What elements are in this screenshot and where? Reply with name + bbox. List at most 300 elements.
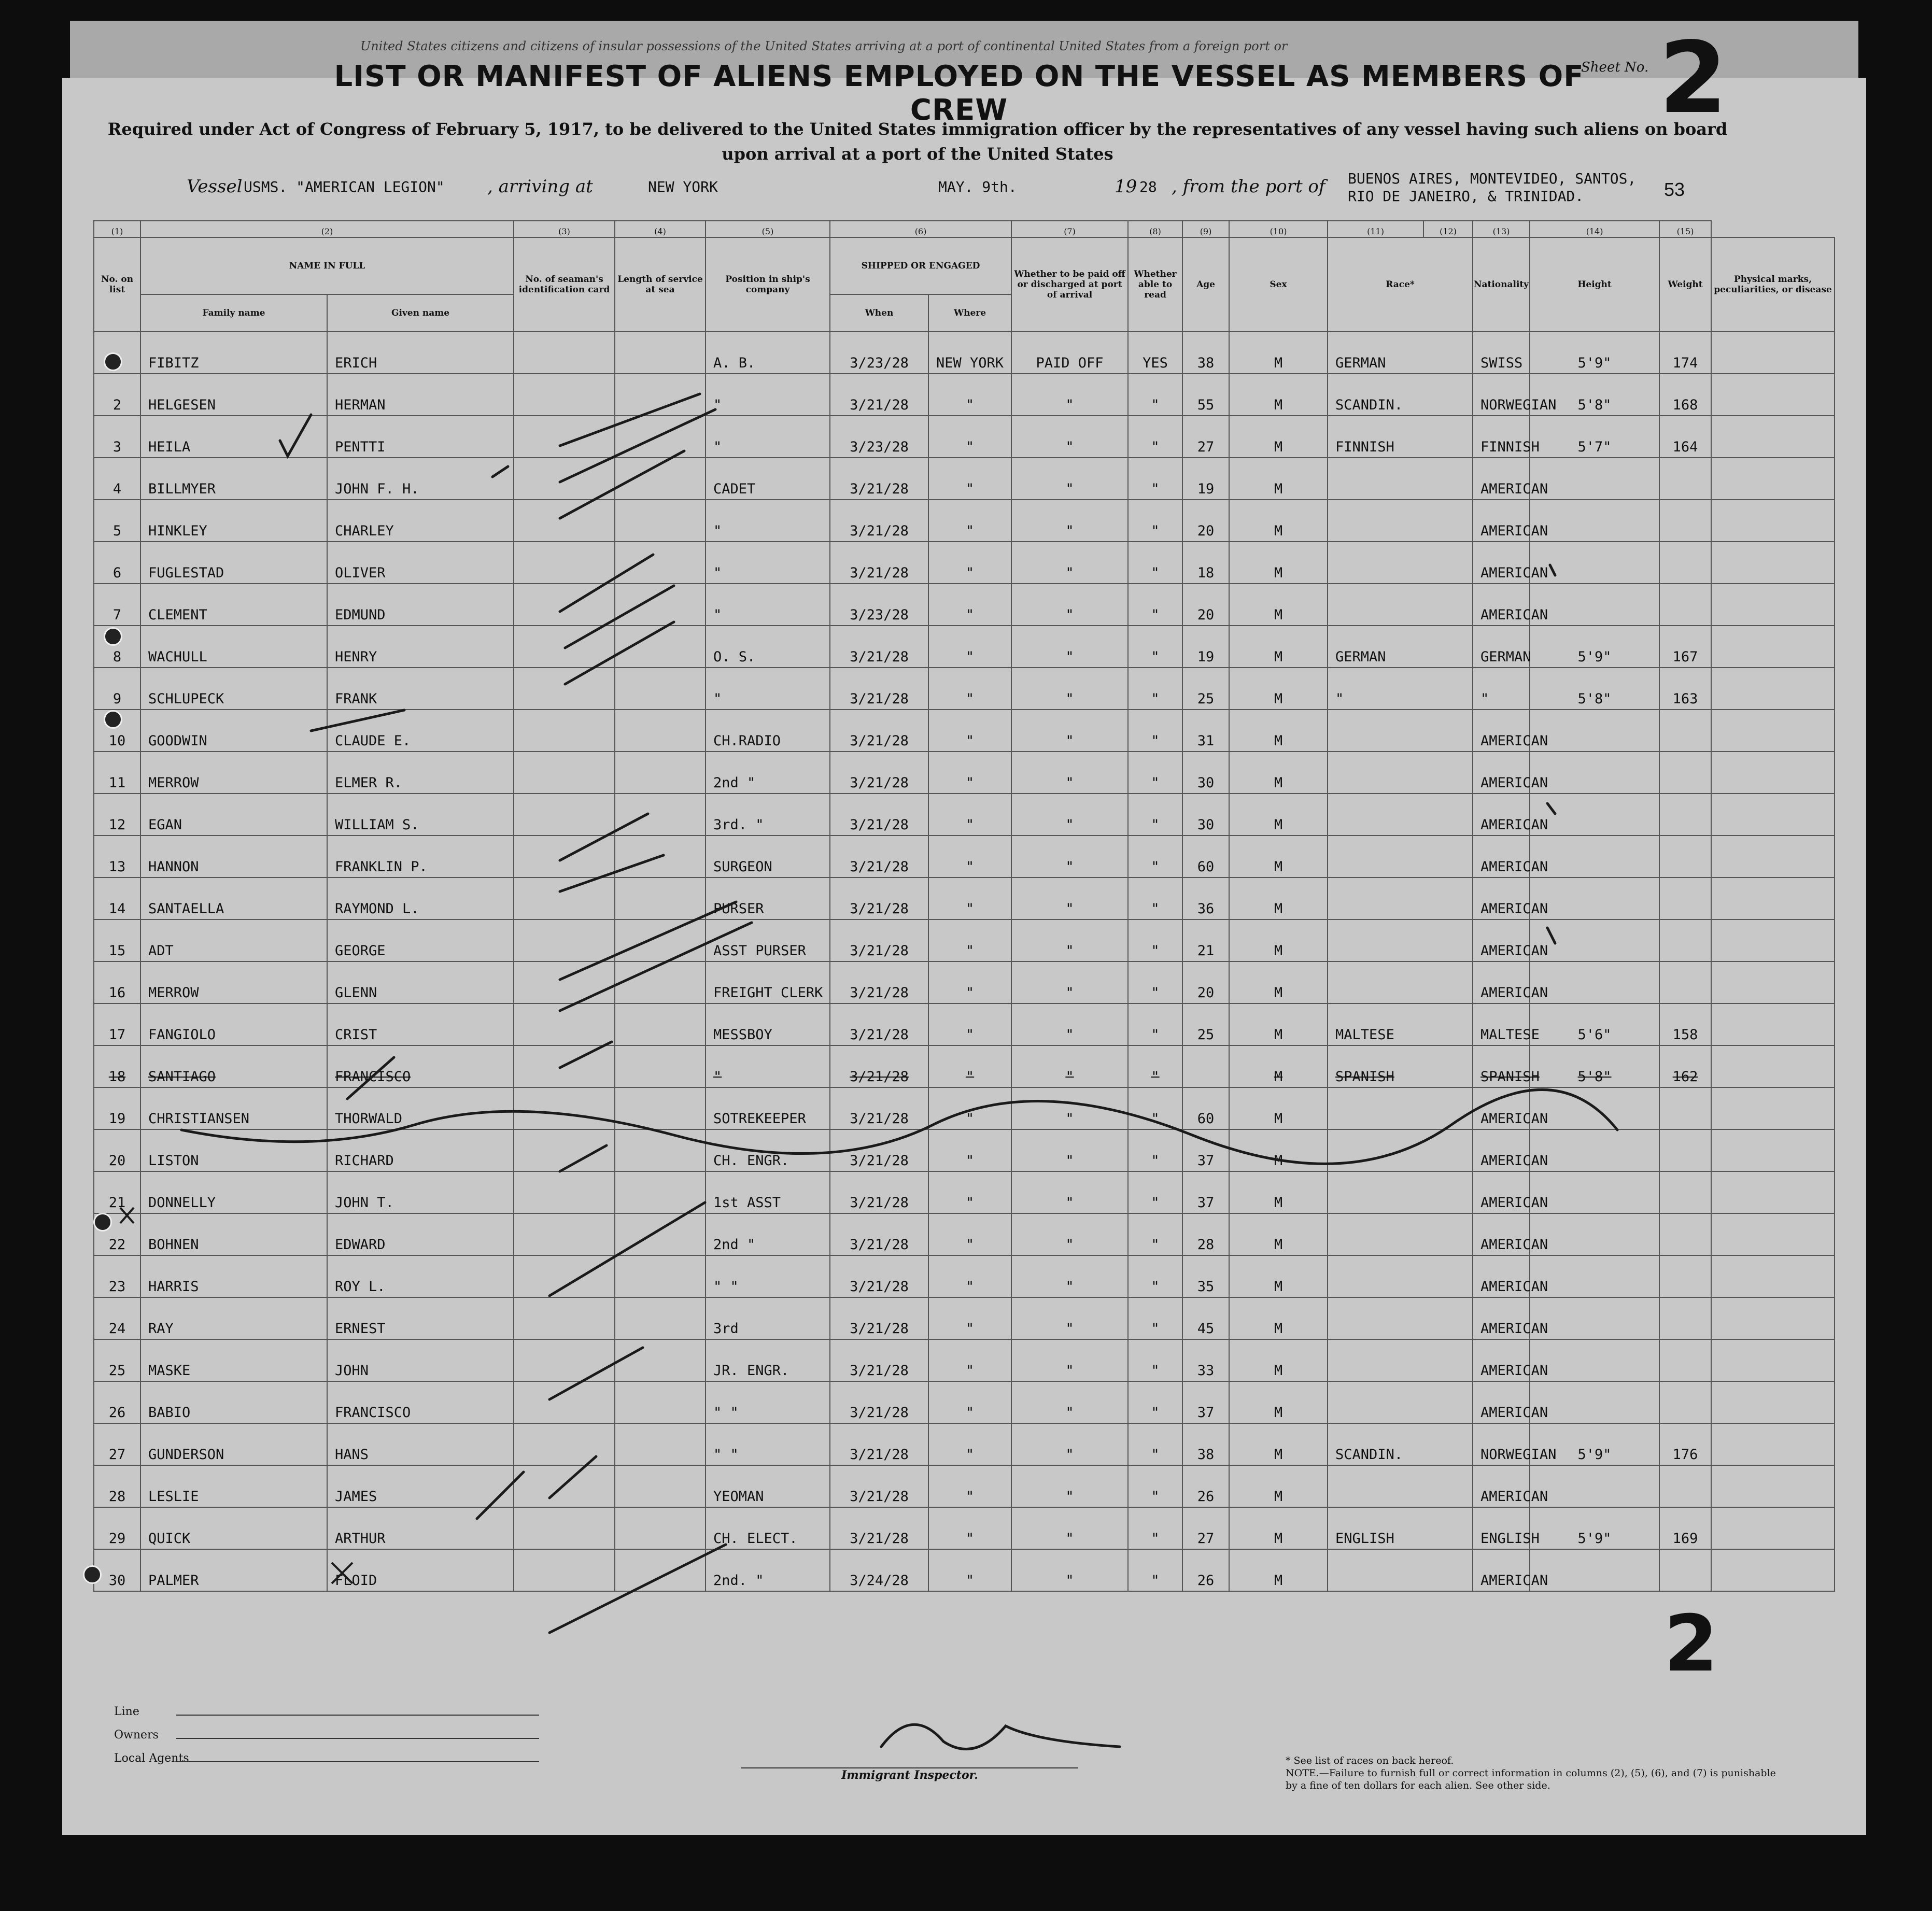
cell-nationality: SWISS: [1473, 332, 1530, 374]
header-paid-off: Whether to be paid off or discharged at port of arrival: [1011, 237, 1128, 332]
cell-shipped-where: ": [928, 1129, 1011, 1171]
cell-shipped-when: 3/21/28: [830, 1339, 928, 1381]
cell-position: ": [706, 416, 830, 458]
cell-position: ": [706, 500, 830, 542]
cell-nationality: AMERICAN: [1473, 1087, 1530, 1129]
cell-position: CH.RADIO: [706, 710, 830, 752]
col-num-15: (15): [1659, 221, 1711, 237]
header-physical-marks: Physical marks, peculiarities, or disease: [1711, 237, 1835, 332]
cell-given-name: EDWARD: [327, 1213, 514, 1255]
cell-length-service: [615, 458, 706, 500]
cell-height: [1530, 500, 1659, 542]
cell-nationality: AMERICAN: [1473, 1339, 1530, 1381]
cell-family-name: EGAN: [140, 794, 327, 836]
cell-height: [1530, 1339, 1659, 1381]
race-note: * See list of races on back hereof.: [1286, 1755, 1454, 1766]
cell-nationality: AMERICAN: [1473, 1381, 1530, 1423]
table-row: [94, 1381, 1835, 1423]
cell-row-number: 16: [94, 961, 140, 1003]
cell-able-to-read: ": [1128, 961, 1182, 1003]
cell-race: [1328, 752, 1473, 794]
cell-able-to-read: ": [1128, 668, 1182, 710]
cell-length-service: [615, 1045, 706, 1087]
cell-position: O. S.: [706, 626, 830, 668]
cell-length-service: [615, 1423, 706, 1465]
cell-row-number: 22: [94, 1213, 140, 1255]
cell-id-card: [514, 668, 615, 710]
cell-shipped-when: 3/21/28: [830, 1129, 928, 1171]
cell-sex: M: [1229, 584, 1328, 626]
table-row: [94, 626, 1835, 668]
cell-physical-marks: [1711, 542, 1835, 584]
header-length-service: Length of service at sea: [615, 237, 706, 332]
cell-shipped-where: ": [928, 374, 1011, 416]
cell-family-name: HEILA: [140, 416, 327, 458]
cell-race: MALTESE: [1328, 1003, 1473, 1045]
cell-row-number: 4: [94, 458, 140, 500]
from-ports-line-1: BUENOS AIRES, MONTEVIDEO, SANTOS,: [1348, 170, 1637, 187]
cell-position: ": [706, 374, 830, 416]
table-row: [94, 668, 1835, 710]
header-family-name: Family name: [140, 294, 327, 332]
cell-race: [1328, 1465, 1473, 1507]
cell-weight: [1659, 1255, 1711, 1297]
cell-id-card: [514, 1297, 615, 1339]
cell-length-service: [615, 500, 706, 542]
cell-nationality: NORWEGIAN: [1473, 1423, 1530, 1465]
punch-hole: [83, 1565, 102, 1584]
arrival-date: MAY. 9th.: [938, 178, 1017, 195]
cell-weight: [1659, 919, 1711, 961]
header-age: Age: [1182, 237, 1229, 332]
cell-length-service: [615, 1381, 706, 1423]
col-num-10: (10): [1229, 221, 1328, 237]
cell-shipped-when: 3/21/28: [830, 1381, 928, 1423]
cell-length-service: [615, 1087, 706, 1129]
cell-paid-off: ": [1011, 919, 1128, 961]
from-ports-line-2: RIO DE JANEIRO, & TRINIDAD.: [1348, 188, 1584, 205]
cell-nationality: FINNISH: [1473, 416, 1530, 458]
crew-rows: [94, 332, 1835, 1591]
cell-length-service: [615, 1507, 706, 1549]
cell-nationality: MALTESE: [1473, 1003, 1530, 1045]
cell-shipped-where: ": [928, 1297, 1011, 1339]
cell-position: ": [706, 1045, 830, 1087]
cell-given-name: ERICH: [327, 332, 514, 374]
cell-length-service: [615, 332, 706, 374]
cell-weight: [1659, 1213, 1711, 1255]
cell-age: [1182, 1045, 1229, 1087]
cell-length-service: [615, 1339, 706, 1381]
cell-physical-marks: [1711, 332, 1835, 374]
cell-weight: [1659, 1465, 1711, 1507]
cell-shipped-when: 3/21/28: [830, 794, 928, 836]
cell-shipped-where: ": [928, 458, 1011, 500]
cell-race: GERMAN: [1328, 626, 1473, 668]
header-nationality: Nationality: [1473, 237, 1530, 332]
cell-age: 45: [1182, 1297, 1229, 1339]
cell-position: ASST PURSER: [706, 919, 830, 961]
cell-paid-off: ": [1011, 584, 1128, 626]
cell-shipped-where: ": [928, 1507, 1011, 1549]
cell-race: ": [1328, 668, 1473, 710]
cell-age: 35: [1182, 1255, 1229, 1297]
cell-physical-marks: [1711, 1087, 1835, 1129]
cell-height: [1530, 710, 1659, 752]
cell-height: 5'9": [1530, 1423, 1659, 1465]
cell-race: SCANDIN.: [1328, 1423, 1473, 1465]
cell-physical-marks: [1711, 1549, 1835, 1591]
cell-weight: 163: [1659, 668, 1711, 710]
cell-shipped-where: ": [928, 1339, 1011, 1381]
table-row: [94, 1507, 1835, 1549]
cell-sex: M: [1229, 836, 1328, 877]
cell-sex: M: [1229, 1423, 1328, 1465]
cell-shipped-when: 3/21/28: [830, 668, 928, 710]
cell-position: JR. ENGR.: [706, 1339, 830, 1381]
cell-race: FINNISH: [1328, 416, 1473, 458]
col-num-6: (6): [830, 221, 1011, 237]
cell-weight: 158: [1659, 1003, 1711, 1045]
cell-family-name: GOODWIN: [140, 710, 327, 752]
cell-given-name: OLIVER: [327, 542, 514, 584]
cell-id-card: [514, 1255, 615, 1297]
cell-able-to-read: ": [1128, 752, 1182, 794]
cell-height: 5'6": [1530, 1003, 1659, 1045]
cell-paid-off: ": [1011, 1297, 1128, 1339]
table-row: [94, 919, 1835, 961]
cell-id-card: [514, 458, 615, 500]
cell-race: [1328, 1171, 1473, 1213]
cell-physical-marks: [1711, 1255, 1835, 1297]
table-row: [94, 416, 1835, 458]
cell-race: [1328, 1129, 1473, 1171]
cell-height: [1530, 1213, 1659, 1255]
table-row: [94, 1087, 1835, 1129]
cell-position: 3rd: [706, 1297, 830, 1339]
header-able-read: Whether able to read: [1128, 237, 1182, 332]
cell-age: 27: [1182, 1507, 1229, 1549]
cell-sex: M: [1229, 1549, 1328, 1591]
cell-length-service: [615, 1549, 706, 1591]
table-row: [94, 1213, 1835, 1255]
cell-given-name: RICHARD: [327, 1129, 514, 1171]
cell-nationality: AMERICAN: [1473, 1213, 1530, 1255]
crew-manifest-table: [93, 220, 1835, 1592]
cell-id-card: [514, 1465, 615, 1507]
cell-shipped-where: ": [928, 500, 1011, 542]
cell-length-service: [615, 374, 706, 416]
cell-weight: [1659, 877, 1711, 919]
cell-row-number: 17: [94, 1003, 140, 1045]
from-port-label: , from the port of: [1172, 176, 1325, 197]
cell-length-service: [615, 1003, 706, 1045]
cell-race: [1328, 1213, 1473, 1255]
cell-shipped-when: 3/21/28: [830, 374, 928, 416]
table-row: [94, 1045, 1835, 1087]
header-height: Height: [1530, 237, 1659, 332]
cell-race: [1328, 1381, 1473, 1423]
cell-height: [1530, 1255, 1659, 1297]
cell-sex: M: [1229, 752, 1328, 794]
cell-shipped-when: 3/24/28: [830, 1549, 928, 1591]
cell-nationality: AMERICAN: [1473, 961, 1530, 1003]
cell-shipped-where: ": [928, 626, 1011, 668]
cell-age: 31: [1182, 710, 1229, 752]
cell-family-name: HELGESEN: [140, 374, 327, 416]
cell-family-name: MASKE: [140, 1339, 327, 1381]
cell-position: 2nd ": [706, 1213, 830, 1255]
cell-row-number: 9: [94, 668, 140, 710]
cell-height: [1530, 961, 1659, 1003]
cell-id-card: [514, 877, 615, 919]
cell-id-card: [514, 626, 615, 668]
cell-row-number: 5: [94, 500, 140, 542]
cell-family-name: HANNON: [140, 836, 327, 877]
cell-able-to-read: YES: [1128, 332, 1182, 374]
cell-shipped-when: 3/21/28: [830, 1255, 928, 1297]
cell-nationality: AMERICAN: [1473, 1255, 1530, 1297]
cell-able-to-read: ": [1128, 1465, 1182, 1507]
cell-sex: M: [1229, 416, 1328, 458]
cell-given-name: WILLIAM S.: [327, 794, 514, 836]
header-race: Race*: [1328, 237, 1473, 332]
penalty-note: NOTE.—Failure to furnish full or correct information in columns (2), (5), (6), and (7) is punishable by a fine of ten dollars for each alien. See other side.: [1286, 1767, 1776, 1791]
cell-weight: 168: [1659, 374, 1711, 416]
cell-physical-marks: [1711, 1171, 1835, 1213]
cell-given-name: JOHN T.: [327, 1171, 514, 1213]
punch-hole: [104, 352, 122, 371]
table-row: [94, 458, 1835, 500]
cell-row-number: 7: [94, 584, 140, 626]
cell-paid-off: ": [1011, 961, 1128, 1003]
cell-sex: M: [1229, 794, 1328, 836]
col-num-13: (13): [1473, 221, 1530, 237]
cell-physical-marks: [1711, 416, 1835, 458]
cell-race: [1328, 877, 1473, 919]
cell-length-service: [615, 1297, 706, 1339]
cell-given-name: FRANKLIN P.: [327, 836, 514, 877]
cell-physical-marks: [1711, 1465, 1835, 1507]
table-row: [94, 542, 1835, 584]
cell-weight: [1659, 458, 1711, 500]
cell-race: [1328, 584, 1473, 626]
cell-length-service: [615, 710, 706, 752]
cell-shipped-when: 3/21/28: [830, 752, 928, 794]
cell-id-card: [514, 1087, 615, 1129]
cell-nationality: ENGLISH: [1473, 1507, 1530, 1549]
col-num-12: (12): [1423, 221, 1473, 237]
cell-family-name: SANTIAGO: [140, 1045, 327, 1087]
cell-weight: 167: [1659, 626, 1711, 668]
cell-length-service: [615, 584, 706, 626]
cell-paid-off: ": [1011, 1465, 1128, 1507]
cell-weight: [1659, 542, 1711, 584]
cell-able-to-read: ": [1128, 542, 1182, 584]
cell-age: 20: [1182, 584, 1229, 626]
cell-paid-off: ": [1011, 416, 1128, 458]
cell-paid-off: ": [1011, 752, 1128, 794]
cell-id-card: [514, 1549, 615, 1591]
cell-physical-marks: [1711, 794, 1835, 836]
cell-age: 60: [1182, 836, 1229, 877]
cell-position: 2nd. ": [706, 1549, 830, 1591]
cell-physical-marks: [1711, 1297, 1835, 1339]
cell-sex: M: [1229, 1339, 1328, 1381]
cell-length-service: [615, 961, 706, 1003]
col-num-5: (5): [706, 221, 830, 237]
cell-id-card: [514, 794, 615, 836]
col-num-2: (2): [140, 221, 514, 237]
cell-position: ": [706, 668, 830, 710]
header-id-card: No. of seaman's identification card: [514, 237, 615, 332]
cell-length-service: [615, 752, 706, 794]
cell-sex: M: [1229, 332, 1328, 374]
header-position: Position in ship's company: [706, 237, 830, 332]
cell-nationality: AMERICAN: [1473, 500, 1530, 542]
cell-family-name: RAY: [140, 1297, 327, 1339]
cell-height: [1530, 752, 1659, 794]
cell-height: [1530, 584, 1659, 626]
table-row: [94, 710, 1835, 752]
cell-position: ": [706, 542, 830, 584]
cell-length-service: [615, 1129, 706, 1171]
cell-shipped-where: ": [928, 1465, 1011, 1507]
cell-sex: M: [1229, 1003, 1328, 1045]
cell-row-number: 10: [94, 710, 140, 752]
cell-sex: M: [1229, 1255, 1328, 1297]
cell-nationality: NORWEGIAN: [1473, 374, 1530, 416]
cell-length-service: [615, 1465, 706, 1507]
col-num-7: (7): [1011, 221, 1128, 237]
cell-height: [1530, 877, 1659, 919]
cell-given-name: GEORGE: [327, 919, 514, 961]
cell-able-to-read: ": [1128, 1213, 1182, 1255]
cell-height: [1530, 919, 1659, 961]
cell-nationality: AMERICAN: [1473, 710, 1530, 752]
cell-able-to-read: ": [1128, 1423, 1182, 1465]
arrival-year: 28: [1139, 178, 1157, 195]
cell-age: 37: [1182, 1129, 1229, 1171]
cell-physical-marks: [1711, 626, 1835, 668]
cell-able-to-read: ": [1128, 500, 1182, 542]
cell-height: [1530, 1549, 1659, 1591]
cell-sex: M: [1229, 1087, 1328, 1129]
cell-height: [1530, 1465, 1659, 1507]
cell-given-name: FRANK: [327, 668, 514, 710]
cell-physical-marks: [1711, 919, 1835, 961]
cell-given-name: HENRY: [327, 626, 514, 668]
cell-able-to-read: ": [1128, 1507, 1182, 1549]
cell-age: 26: [1182, 1549, 1229, 1591]
cell-given-name: JOHN: [327, 1339, 514, 1381]
cell-paid-off: ": [1011, 1381, 1128, 1423]
cell-physical-marks: [1711, 458, 1835, 500]
cell-race: [1328, 836, 1473, 877]
cell-physical-marks: [1711, 1423, 1835, 1465]
table-row: [94, 1297, 1835, 1339]
cell-nationality: AMERICAN: [1473, 752, 1530, 794]
cell-shipped-where: ": [928, 542, 1011, 584]
cell-length-service: [615, 668, 706, 710]
cell-race: [1328, 961, 1473, 1003]
cell-position: " ": [706, 1381, 830, 1423]
cell-shipped-when: 3/21/28: [830, 1423, 928, 1465]
footer-fields: [114, 1705, 189, 1775]
cell-family-name: SCHLUPECK: [140, 668, 327, 710]
local-agents-label: Local Agents: [114, 1752, 189, 1765]
cell-shipped-when: 3/21/28: [830, 1087, 928, 1129]
cell-nationality: AMERICAN: [1473, 1465, 1530, 1507]
cell-row-number: 19: [94, 1087, 140, 1129]
cell-id-card: [514, 1339, 615, 1381]
cell-nationality: AMERICAN: [1473, 877, 1530, 919]
cell-shipped-when: 3/21/28: [830, 458, 928, 500]
cell-id-card: [514, 961, 615, 1003]
cell-physical-marks: [1711, 584, 1835, 626]
cell-race: [1328, 1339, 1473, 1381]
cell-position: MESSBOY: [706, 1003, 830, 1045]
cell-shipped-when: 3/21/28: [830, 919, 928, 961]
cell-family-name: BABIO: [140, 1381, 327, 1423]
cell-paid-off: ": [1011, 1255, 1128, 1297]
cell-paid-off: ": [1011, 1339, 1128, 1381]
cell-family-name: QUICK: [140, 1507, 327, 1549]
cell-weight: [1659, 1339, 1711, 1381]
cell-nationality: GERMAN: [1473, 626, 1530, 668]
arrival-port: NEW YORK: [648, 178, 718, 195]
cell-race: [1328, 500, 1473, 542]
table-row: [94, 1129, 1835, 1171]
cell-race: SPANISH: [1328, 1045, 1473, 1087]
cell-sex: M: [1229, 1213, 1328, 1255]
cell-shipped-where: ": [928, 752, 1011, 794]
table-row: [94, 1003, 1835, 1045]
cell-able-to-read: ": [1128, 1381, 1182, 1423]
cell-shipped-where: NEW YORK: [928, 332, 1011, 374]
cell-age: 30: [1182, 752, 1229, 794]
cell-race: [1328, 1297, 1473, 1339]
cell-age: 20: [1182, 961, 1229, 1003]
cell-shipped-where: ": [928, 1087, 1011, 1129]
table-row: [94, 1171, 1835, 1213]
cell-shipped-when: 3/21/28: [830, 1213, 928, 1255]
cell-nationality: AMERICAN: [1473, 1129, 1530, 1171]
owners-label: Owners: [114, 1729, 159, 1742]
cell-position: ": [706, 584, 830, 626]
cell-position: 1st ASST: [706, 1171, 830, 1213]
cell-given-name: CLAUDE E.: [327, 710, 514, 752]
cell-length-service: [615, 416, 706, 458]
cell-sex: M: [1229, 1297, 1328, 1339]
cell-length-service: [615, 1213, 706, 1255]
cell-family-name: FANGIOLO: [140, 1003, 327, 1045]
cell-row-number: 15: [94, 919, 140, 961]
cell-given-name: HANS: [327, 1423, 514, 1465]
cell-physical-marks: [1711, 836, 1835, 877]
cell-position: A. B.: [706, 332, 830, 374]
cell-length-service: [615, 1171, 706, 1213]
cell-shipped-when: 3/21/28: [830, 1297, 928, 1339]
cell-sex: M: [1229, 668, 1328, 710]
cell-able-to-read: ": [1128, 1297, 1182, 1339]
cell-physical-marks: [1711, 500, 1835, 542]
cell-shipped-when: 3/21/28: [830, 836, 928, 877]
cell-weight: [1659, 1129, 1711, 1171]
cell-paid-off: ": [1011, 1087, 1128, 1129]
cell-id-card: [514, 1129, 615, 1171]
cell-given-name: FRANCISCO: [327, 1045, 514, 1087]
